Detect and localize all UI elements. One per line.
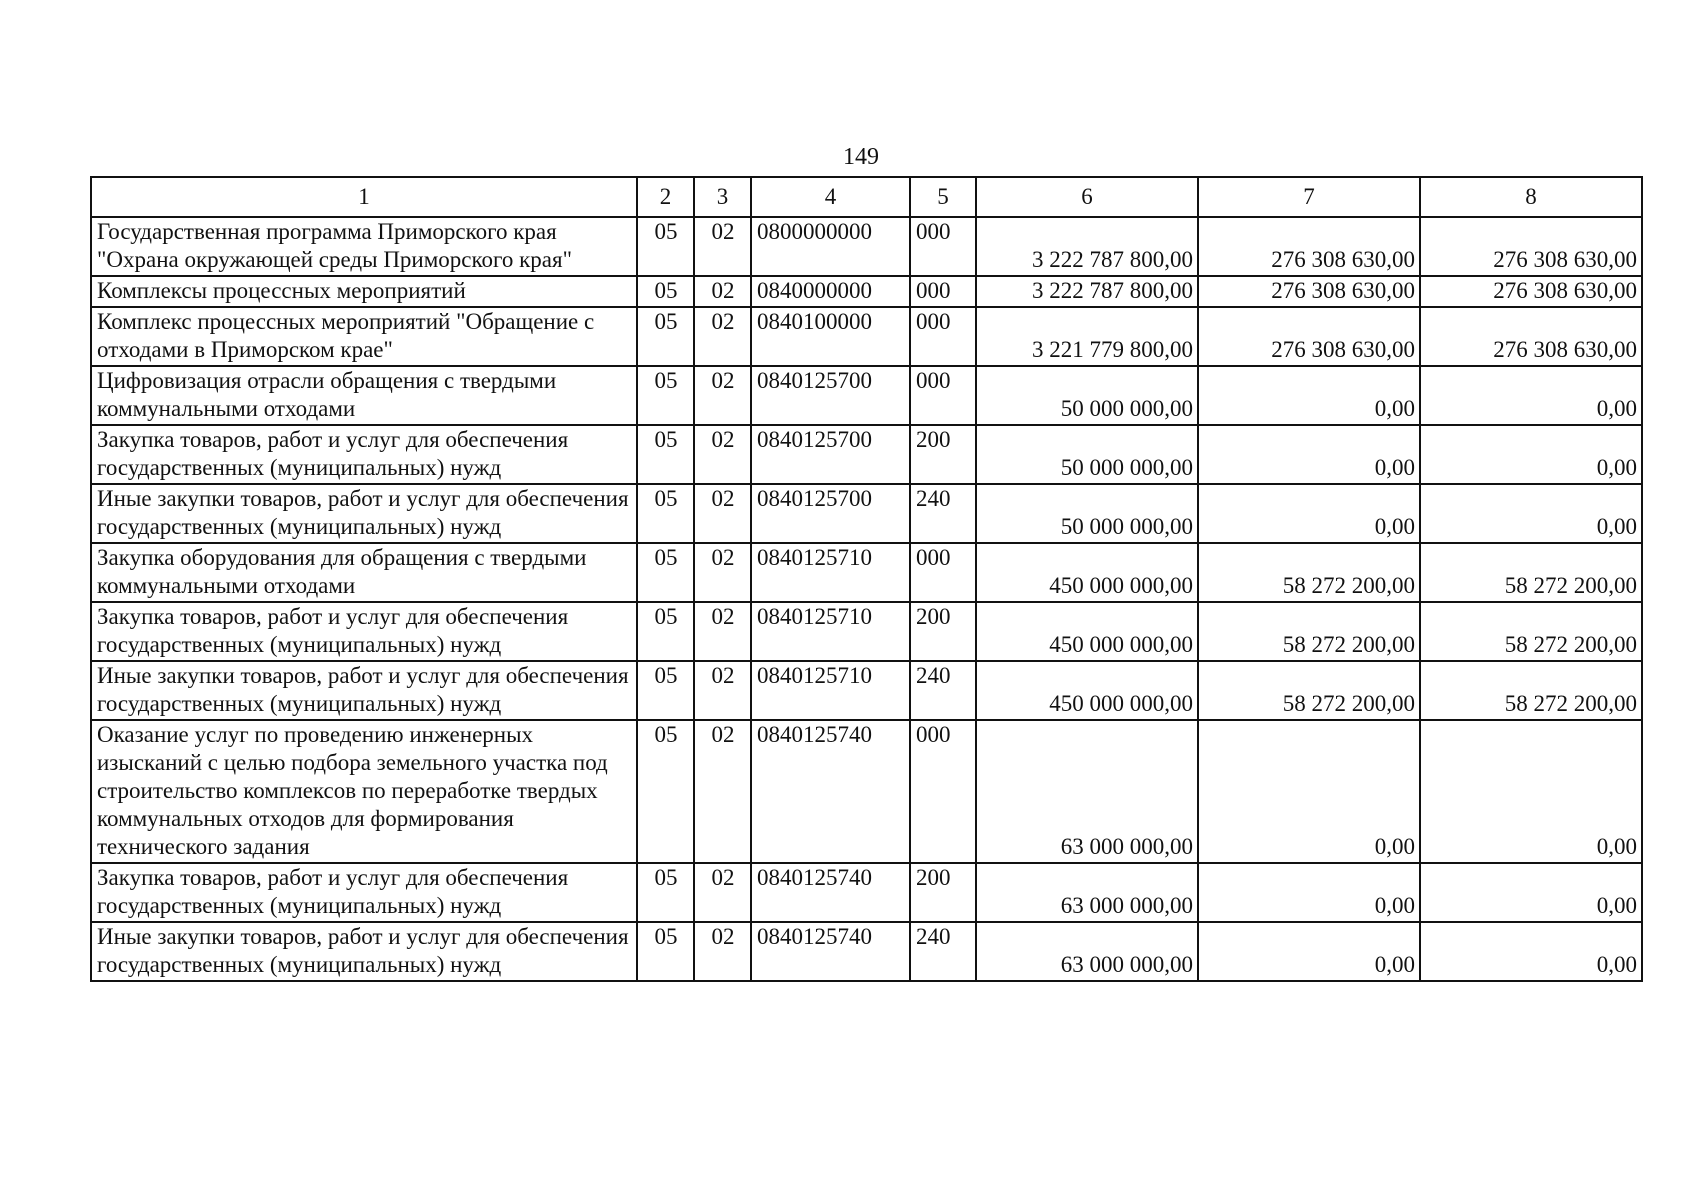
budget-table [90,176,1643,982]
row-code-target: 0840000000 [751,276,910,307]
row-amount-col8: 276 308 630,00 [1420,276,1642,307]
row-amount-col6: 3 222 787 800,00 [976,217,1198,276]
row-amount-col8: 0,00 [1420,922,1642,981]
table-row [91,720,1642,863]
row-name: Комплекс процессных мероприятий "Обращение с отходами в Приморском крае" [91,307,637,366]
table-row [91,425,1642,484]
row-code-expense-type: 000 [910,366,976,425]
row-amount-col7: 0,00 [1198,425,1420,484]
row-name: Закупка товаров, работ и услуг для обеспечения государственных (муниципальных) нужд [91,425,637,484]
column-header-4: 4 [751,177,910,217]
row-code-subsection: 02 [694,307,751,366]
row-code-expense-type: 000 [910,217,976,276]
column-header-6: 6 [976,177,1198,217]
column-header-1: 1 [91,177,637,217]
row-code-subsection: 02 [694,217,751,276]
table-row [91,366,1642,425]
table-row [91,217,1642,276]
row-code-expense-type: 000 [910,307,976,366]
row-amount-col8: 0,00 [1420,484,1642,543]
row-amount-col8: 58 272 200,00 [1420,661,1642,720]
table-row [91,863,1642,922]
row-code-target: 0800000000 [751,217,910,276]
row-amount-col6: 63 000 000,00 [976,720,1198,863]
row-name: Закупка оборудования для обращения с твердыми коммунальными отходами [91,543,637,602]
row-amount-col7: 0,00 [1198,922,1420,981]
page-number: 149 [843,144,879,170]
row-code-subsection: 02 [694,863,751,922]
row-amount-col8: 276 308 630,00 [1420,217,1642,276]
row-code-expense-type: 200 [910,425,976,484]
row-code-subsection: 02 [694,661,751,720]
column-header-3: 3 [694,177,751,217]
row-code-subsection: 02 [694,602,751,661]
row-code-target: 0840125710 [751,543,910,602]
table-row [91,484,1642,543]
row-amount-col7: 0,00 [1198,366,1420,425]
row-name: Государственная программа Приморского края "Охрана окружающей среды Приморского края" [91,217,637,276]
row-code-section: 05 [637,720,694,863]
row-code-subsection: 02 [694,425,751,484]
row-name: Иные закупки товаров, работ и услуг для обеспечения государственных (муниципальных) нужд [91,661,637,720]
row-amount-col7: 58 272 200,00 [1198,602,1420,661]
row-code-section: 05 [637,543,694,602]
row-amount-col6: 50 000 000,00 [976,366,1198,425]
row-name: Иные закупки товаров, работ и услуг для обеспечения государственных (муниципальных) нужд [91,484,637,543]
row-amount-col8: 0,00 [1420,425,1642,484]
row-code-expense-type: 200 [910,863,976,922]
row-code-section: 05 [637,863,694,922]
row-code-section: 05 [637,366,694,425]
row-amount-col8: 0,00 [1420,720,1642,863]
table-row [91,602,1642,661]
row-code-expense-type: 000 [910,276,976,307]
table-row [91,922,1642,981]
table-row [91,307,1642,366]
table-row [91,661,1642,720]
row-code-section: 05 [637,217,694,276]
table-row [91,543,1642,602]
row-code-target: 0840125740 [751,863,910,922]
row-code-section: 05 [637,425,694,484]
row-amount-col8: 276 308 630,00 [1420,307,1642,366]
row-code-expense-type: 200 [910,602,976,661]
row-amount-col7: 276 308 630,00 [1198,217,1420,276]
row-code-target: 0840125710 [751,602,910,661]
row-name: Иные закупки товаров, работ и услуг для обеспечения государственных (муниципальных) нужд [91,922,637,981]
table-body [91,217,1642,981]
table-header [91,177,1642,217]
row-code-section: 05 [637,661,694,720]
row-amount-col8: 58 272 200,00 [1420,543,1642,602]
row-amount-col8: 0,00 [1420,863,1642,922]
row-amount-col6: 450 000 000,00 [976,543,1198,602]
row-code-section: 05 [637,484,694,543]
row-code-subsection: 02 [694,366,751,425]
row-amount-col6: 450 000 000,00 [976,602,1198,661]
table-row [91,276,1642,307]
row-amount-col6: 3 221 779 800,00 [976,307,1198,366]
row-amount-col7: 0,00 [1198,720,1420,863]
row-name: Оказание услуг по проведению инженерных изысканий с целью подбора земельного участка под строительство комплексов по переработке твердых коммунальных отходов для формирования технического задания [91,720,637,863]
row-amount-col8: 58 272 200,00 [1420,602,1642,661]
row-name: Закупка товаров, работ и услуг для обеспечения государственных (муниципальных) нужд [91,602,637,661]
row-amount-col7: 58 272 200,00 [1198,543,1420,602]
row-name: Цифровизация отрасли обращения с твердыми коммунальными отходами [91,366,637,425]
row-code-target: 0840125740 [751,720,910,863]
row-amount-col6: 63 000 000,00 [976,922,1198,981]
row-code-section: 05 [637,307,694,366]
row-code-expense-type: 000 [910,543,976,602]
row-code-subsection: 02 [694,276,751,307]
row-code-subsection: 02 [694,720,751,863]
row-code-subsection: 02 [694,543,751,602]
row-amount-col6: 450 000 000,00 [976,661,1198,720]
row-amount-col6: 63 000 000,00 [976,863,1198,922]
row-name: Закупка товаров, работ и услуг для обеспечения государственных (муниципальных) нужд [91,863,637,922]
row-code-subsection: 02 [694,484,751,543]
row-code-target: 0840100000 [751,307,910,366]
row-amount-col7: 276 308 630,00 [1198,276,1420,307]
row-amount-col8: 0,00 [1420,366,1642,425]
row-code-expense-type: 240 [910,484,976,543]
row-code-expense-type: 000 [910,720,976,863]
column-header-7: 7 [1198,177,1420,217]
row-amount-col7: 0,00 [1198,484,1420,543]
row-code-target: 0840125700 [751,366,910,425]
row-amount-col6: 50 000 000,00 [976,484,1198,543]
row-code-target: 0840125740 [751,922,910,981]
row-amount-col6: 50 000 000,00 [976,425,1198,484]
row-amount-col7: 58 272 200,00 [1198,661,1420,720]
row-amount-col7: 0,00 [1198,863,1420,922]
column-header-2: 2 [637,177,694,217]
row-name: Комплексы процессных мероприятий [91,276,637,307]
header-row [91,177,1642,217]
row-code-section: 05 [637,922,694,981]
row-code-expense-type: 240 [910,661,976,720]
row-code-target: 0840125700 [751,425,910,484]
row-code-expense-type: 240 [910,922,976,981]
row-code-section: 05 [637,276,694,307]
column-header-5: 5 [910,177,976,217]
column-header-8: 8 [1420,177,1642,217]
row-code-target: 0840125710 [751,661,910,720]
row-code-subsection: 02 [694,922,751,981]
row-amount-col6: 3 222 787 800,00 [976,276,1198,307]
row-code-target: 0840125700 [751,484,910,543]
row-amount-col7: 276 308 630,00 [1198,307,1420,366]
row-code-section: 05 [637,602,694,661]
